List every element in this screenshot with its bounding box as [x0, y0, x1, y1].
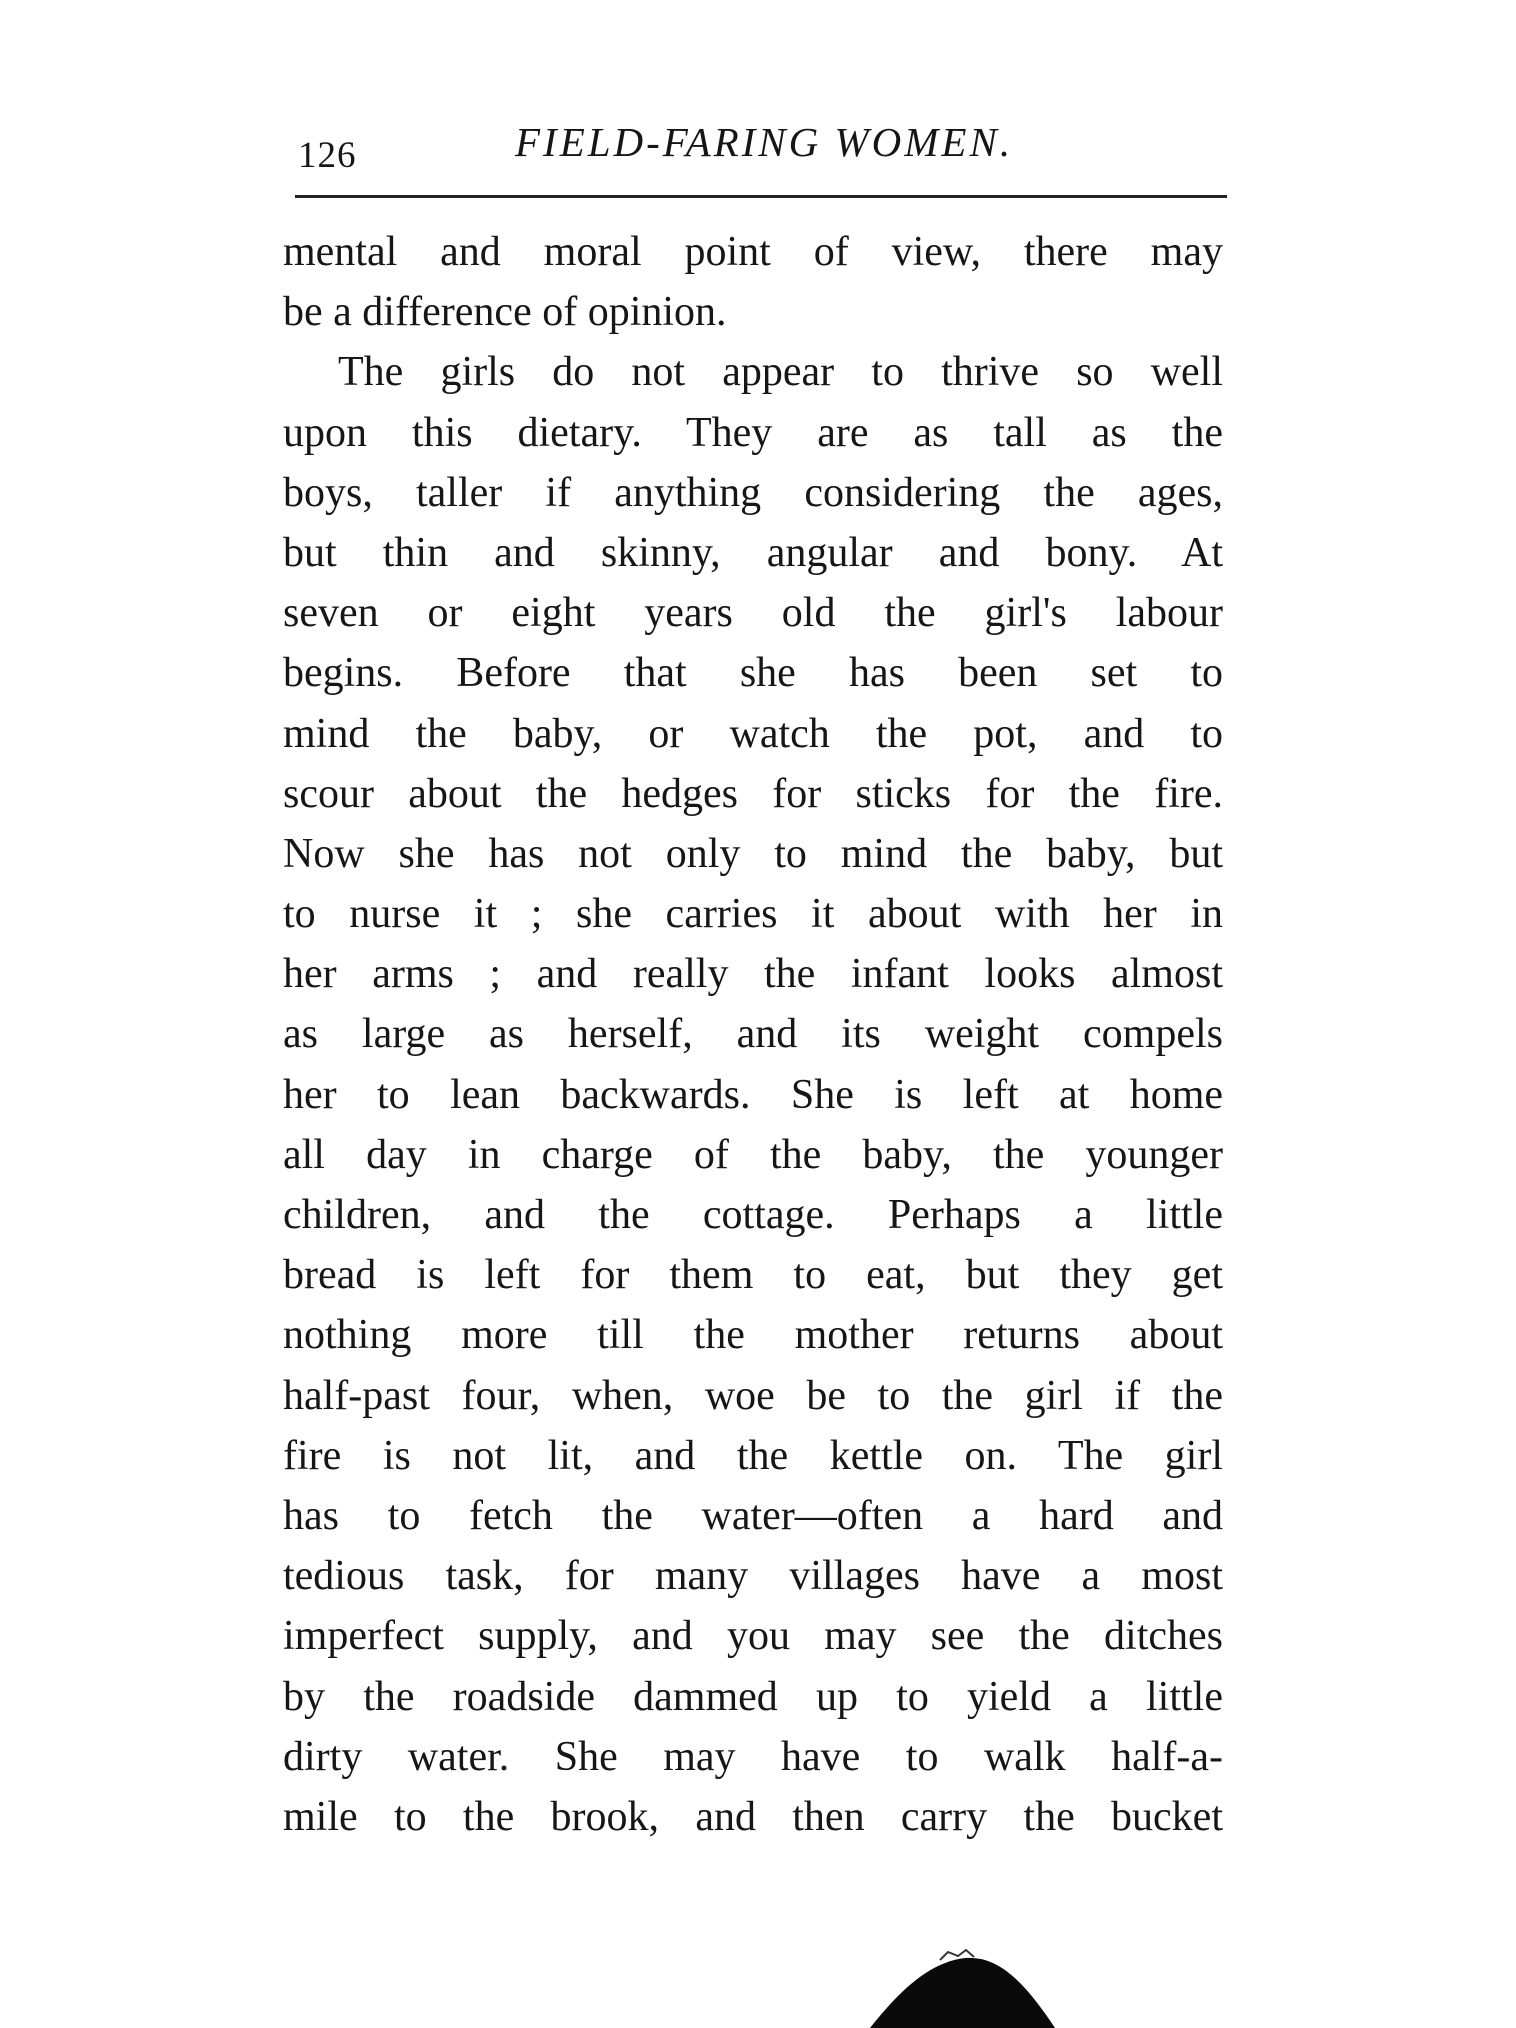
- text-line: has to fetch the water—often a hard and: [283, 1492, 1223, 1539]
- text-line: tedious task, for many villages have a most: [283, 1553, 1223, 1600]
- text-line: fire is not lit, and the kettle on. The girl: [283, 1432, 1223, 1479]
- text-line: boys, taller if anything considering the ages,: [283, 469, 1223, 516]
- text-line: nothing more till the mother returns about: [283, 1312, 1223, 1359]
- text-line: imperfect supply, and you may see the ditches: [283, 1613, 1223, 1660]
- scan-artifact-mark: [870, 1930, 1055, 2028]
- text-line: dirty water. She may have to walk half-a-: [283, 1733, 1223, 1780]
- text-line: to nurse it ; she carries it about with her in: [283, 891, 1223, 938]
- text-line: her to lean backwards. She is left at home: [283, 1071, 1223, 1118]
- text-line: begins. Before that she has been set to: [283, 650, 1223, 697]
- text-line: The girls do not appear to thrive so well: [338, 349, 1223, 396]
- page-header: [290, 108, 1235, 176]
- text-line: children, and the cottage. Perhaps a little: [283, 1192, 1223, 1238]
- text-line: mile to the brook, and then carry the bucket: [283, 1793, 1223, 1840]
- text-line: seven or eight years old the girl's labour: [283, 590, 1223, 637]
- text-line: half-past four, when, woe be to the girl if the: [283, 1372, 1223, 1419]
- text-line: her arms ; and really the infant looks almost: [283, 951, 1223, 998]
- page-number: 126: [298, 135, 357, 176]
- header-rule: [295, 195, 1227, 198]
- text-line: Now she has not only to mind the baby, but: [283, 830, 1223, 877]
- text-line: scour about the hedges for sticks for the fire.: [283, 770, 1223, 817]
- text-line: be a difference of opinion.: [283, 289, 727, 336]
- text-line: as large as herself, and its weight compels: [283, 1011, 1223, 1058]
- text-line: mental and moral point of view, there may: [283, 229, 1223, 275]
- text-line: but thin and skinny, angular and bony. At: [283, 529, 1223, 576]
- running-title: FIELD-FARING WOMEN.: [515, 119, 1014, 165]
- body-text: [283, 222, 1223, 1847]
- text-line: upon this dietary. They are as tall as the: [283, 409, 1223, 456]
- text-line: bread is left for them to eat, but they get: [283, 1252, 1223, 1299]
- text-line: by the roadside dammed up to yield a little: [283, 1673, 1223, 1720]
- text-line: all day in charge of the baby, the younger: [283, 1131, 1223, 1178]
- text-line: mind the baby, or watch the pot, and to: [283, 710, 1223, 757]
